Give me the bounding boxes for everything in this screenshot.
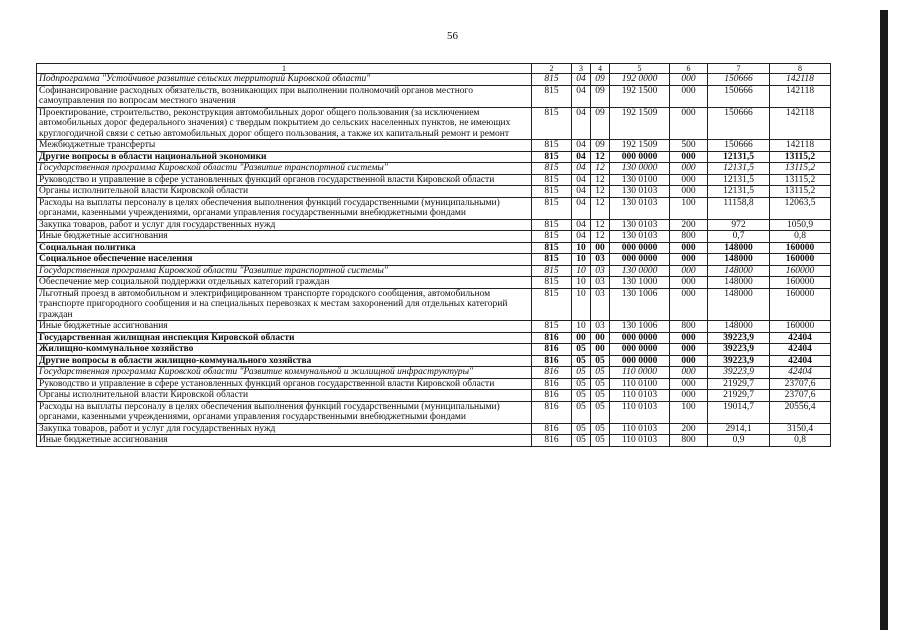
expense-type-cell: 000 [670, 107, 708, 140]
section-code-cell: 10 [572, 288, 591, 321]
amount-year1-cell: 150666 [708, 74, 770, 86]
admin-code-cell: 816 [532, 435, 572, 447]
target-code-cell: 000 0000 [610, 254, 670, 266]
row-name-cell: Софинансирование расходных обязательств, возникающих при выполнении полномочий органов местного самоуправления по вопросам местного значения [37, 85, 532, 107]
table-body [37, 74, 831, 447]
expense-type-cell: 100 [670, 401, 708, 423]
admin-code-cell: 816 [532, 367, 572, 379]
row-name-cell: Руководство и управление в сфере установленных функций органов государственной власти Кировской области [37, 378, 532, 390]
table-row [37, 231, 831, 243]
row-name-cell: Расходы на выплаты персоналу в целях обеспечения выполнения функций государственными (муниципальными) органами, казенными учреждениями, органами управления государственными внебюджетными фондами [37, 197, 532, 219]
amount-year2-cell: 23707,6 [770, 390, 831, 402]
section-code-cell: 04 [572, 163, 591, 175]
amount-year1-cell: 2914,1 [708, 423, 770, 435]
header-col-4: 4 [591, 64, 610, 74]
admin-code-cell: 815 [532, 186, 572, 198]
subsection-code-cell: 05 [591, 435, 610, 447]
expense-type-cell: 000 [670, 378, 708, 390]
expense-type-cell: 000 [670, 74, 708, 86]
amount-year2-cell: 20556,4 [770, 401, 831, 423]
admin-code-cell: 815 [532, 151, 572, 163]
amount-year2-cell: 0,8 [770, 231, 831, 243]
amount-year1-cell: 150666 [708, 140, 770, 152]
section-code-cell: 05 [572, 378, 591, 390]
table-row [37, 332, 831, 344]
row-name-cell: Закупка товаров, работ и услуг для государственных нужд [37, 219, 532, 231]
target-code-cell: 110 0103 [610, 401, 670, 423]
amount-year1-cell: 21929,7 [708, 378, 770, 390]
scan-edge-bar [880, 10, 888, 630]
section-code-cell: 04 [572, 140, 591, 152]
row-name-cell: Проектирование, строительство, реконструкция автомобильных дорог общего пользования (за исключением автомобильных дорог федерального значения) с твердым покрытием до сельских населенных пунктов, не имеющих круглогодичной связи с сетью автомобильных дорог общего пользования, а также их капитальный ремонт и ремонт [37, 107, 532, 140]
expense-type-cell: 000 [670, 85, 708, 107]
amount-year1-cell: 150666 [708, 85, 770, 107]
target-code-cell: 130 0000 [610, 265, 670, 277]
section-code-cell: 05 [572, 390, 591, 402]
target-code-cell: 130 1000 [610, 277, 670, 289]
expense-type-cell: 800 [670, 435, 708, 447]
amount-year1-cell: 19014,7 [708, 401, 770, 423]
expense-type-cell: 500 [670, 140, 708, 152]
row-name-cell: Обеспечение мер социальной поддержки отдельных категорий граждан [37, 277, 532, 289]
section-code-cell: 04 [572, 197, 591, 219]
admin-code-cell: 816 [532, 390, 572, 402]
amount-year2-cell: 0,8 [770, 435, 831, 447]
row-name-cell: Жилищно-коммунальное хозяйство [37, 344, 532, 356]
table-row [37, 435, 831, 447]
admin-code-cell: 816 [532, 401, 572, 423]
subsection-code-cell: 12 [591, 163, 610, 175]
expense-type-cell: 000 [670, 344, 708, 356]
expense-type-cell: 000 [670, 254, 708, 266]
section-code-cell: 10 [572, 254, 591, 266]
expense-type-cell: 000 [670, 163, 708, 175]
table-row [37, 197, 831, 219]
amount-year2-cell: 13115,2 [770, 174, 831, 186]
target-code-cell: 000 0000 [610, 355, 670, 367]
row-name-cell: Межбюджетные трансферты [37, 140, 532, 152]
row-name-cell: Государственная программа Кировской области "Развитие транспортной системы" [37, 265, 532, 277]
target-code-cell: 192 1509 [610, 140, 670, 152]
amount-year1-cell: 0,9 [708, 435, 770, 447]
subsection-code-cell: 05 [591, 390, 610, 402]
amount-year1-cell: 12131,5 [708, 151, 770, 163]
header-col-3: 3 [572, 64, 591, 74]
table-row [37, 174, 831, 186]
expense-type-cell: 200 [670, 219, 708, 231]
subsection-code-cell: 05 [591, 378, 610, 390]
target-code-cell: 000 0000 [610, 242, 670, 254]
table-row [37, 163, 831, 175]
target-code-cell: 130 0000 [610, 163, 670, 175]
page-number: 56 [447, 30, 458, 42]
table-row [37, 254, 831, 266]
amount-year1-cell: 21929,7 [708, 390, 770, 402]
amount-year1-cell: 148000 [708, 265, 770, 277]
row-name-cell: Иные бюджетные ассигнования [37, 231, 532, 243]
target-code-cell: 110 0103 [610, 390, 670, 402]
admin-code-cell: 816 [532, 355, 572, 367]
target-code-cell: 130 0103 [610, 231, 670, 243]
admin-code-cell: 815 [532, 107, 572, 140]
expense-type-cell: 100 [670, 197, 708, 219]
amount-year2-cell: 142118 [770, 85, 831, 107]
header-col-5: 5 [610, 64, 670, 74]
amount-year1-cell: 0,7 [708, 231, 770, 243]
amount-year1-cell: 150666 [708, 107, 770, 140]
subsection-code-cell: 05 [591, 355, 610, 367]
row-name-cell: Социальная политика [37, 242, 532, 254]
amount-year1-cell: 12131,5 [708, 163, 770, 175]
amount-year2-cell: 13115,2 [770, 151, 831, 163]
subsection-code-cell: 09 [591, 74, 610, 86]
section-code-cell: 10 [572, 277, 591, 289]
section-code-cell: 04 [572, 85, 591, 107]
row-name-cell: Государственная программа Кировской области "Развитие транспортной системы" [37, 163, 532, 175]
table-row [37, 378, 831, 390]
admin-code-cell: 816 [532, 423, 572, 435]
expense-type-cell: 000 [670, 174, 708, 186]
expense-type-cell: 000 [670, 390, 708, 402]
header-col-7: 7 [708, 64, 770, 74]
amount-year2-cell: 160000 [770, 321, 831, 333]
subsection-code-cell: 05 [591, 367, 610, 379]
amount-year2-cell: 160000 [770, 254, 831, 266]
table-row [37, 367, 831, 379]
header-col-8: 8 [770, 64, 831, 74]
row-name-cell: Подпрограмма "Устойчивое развитие сельских территорий Кировской области" [37, 74, 532, 86]
target-code-cell: 192 0000 [610, 74, 670, 86]
subsection-code-cell: 03 [591, 254, 610, 266]
admin-code-cell: 815 [532, 74, 572, 86]
row-name-cell: Социальное обеспечение населения [37, 254, 532, 266]
subsection-code-cell: 03 [591, 265, 610, 277]
admin-code-cell: 816 [532, 332, 572, 344]
subsection-code-cell: 12 [591, 231, 610, 243]
target-code-cell: 130 0100 [610, 174, 670, 186]
section-code-cell: 00 [572, 332, 591, 344]
target-code-cell: 000 0000 [610, 344, 670, 356]
admin-code-cell: 815 [532, 163, 572, 175]
table-row [37, 288, 831, 321]
admin-code-cell: 815 [532, 254, 572, 266]
expense-type-cell: 000 [670, 288, 708, 321]
section-code-cell: 04 [572, 107, 591, 140]
subsection-code-cell: 12 [591, 174, 610, 186]
subsection-code-cell: 12 [591, 197, 610, 219]
amount-year2-cell: 23707,6 [770, 378, 831, 390]
target-code-cell: 130 0103 [610, 197, 670, 219]
target-code-cell: 110 0000 [610, 367, 670, 379]
admin-code-cell: 815 [532, 288, 572, 321]
row-name-cell: Органы исполнительной власти Кировской области [37, 186, 532, 198]
table-row [37, 344, 831, 356]
subsection-code-cell: 03 [591, 321, 610, 333]
amount-year1-cell: 12131,5 [708, 174, 770, 186]
expense-type-cell: 800 [670, 321, 708, 333]
amount-year2-cell: 42404 [770, 332, 831, 344]
expense-type-cell: 000 [670, 367, 708, 379]
amount-year2-cell: 160000 [770, 288, 831, 321]
expense-type-cell: 000 [670, 332, 708, 344]
amount-year2-cell: 13115,2 [770, 163, 831, 175]
table-row [37, 219, 831, 231]
row-name-cell: Государственная жилищная инспекция Кировской области [37, 332, 532, 344]
target-code-cell: 192 1500 [610, 85, 670, 107]
amount-year2-cell: 3150,4 [770, 423, 831, 435]
target-code-cell: 130 1006 [610, 321, 670, 333]
amount-year1-cell: 148000 [708, 277, 770, 289]
subsection-code-cell: 09 [591, 107, 610, 140]
subsection-code-cell: 03 [591, 277, 610, 289]
section-code-cell: 04 [572, 174, 591, 186]
amount-year1-cell: 148000 [708, 242, 770, 254]
admin-code-cell: 816 [532, 378, 572, 390]
row-name-cell: Иные бюджетные ассигнования [37, 435, 532, 447]
expense-type-cell: 000 [670, 277, 708, 289]
section-code-cell: 05 [572, 435, 591, 447]
expense-type-cell: 000 [670, 151, 708, 163]
subsection-code-cell: 09 [591, 85, 610, 107]
table-row [37, 151, 831, 163]
amount-year1-cell: 39223,9 [708, 332, 770, 344]
header-col-6: 6 [670, 64, 708, 74]
amount-year1-cell: 39223,9 [708, 355, 770, 367]
admin-code-cell: 815 [532, 265, 572, 277]
subsection-code-cell: 00 [591, 242, 610, 254]
amount-year2-cell: 160000 [770, 277, 831, 289]
table-row [37, 355, 831, 367]
expense-type-cell: 800 [670, 231, 708, 243]
admin-code-cell: 815 [532, 321, 572, 333]
section-code-cell: 04 [572, 219, 591, 231]
admin-code-cell: 815 [532, 231, 572, 243]
amount-year2-cell: 42404 [770, 344, 831, 356]
subsection-code-cell: 05 [591, 423, 610, 435]
amount-year2-cell: 1050,9 [770, 219, 831, 231]
section-code-cell: 04 [572, 151, 591, 163]
admin-code-cell: 815 [532, 85, 572, 107]
row-name-cell: Закупка товаров, работ и услуг для государственных нужд [37, 423, 532, 435]
target-code-cell: 110 0103 [610, 435, 670, 447]
target-code-cell: 000 0000 [610, 151, 670, 163]
row-name-cell: Органы исполнительной власти Кировской области [37, 390, 532, 402]
table-row [37, 265, 831, 277]
amount-year1-cell: 148000 [708, 321, 770, 333]
row-name-cell: Руководство и управление в сфере установленных функций органов государственной власти Кировской области [37, 174, 532, 186]
section-code-cell: 05 [572, 423, 591, 435]
admin-code-cell: 815 [532, 140, 572, 152]
row-name-cell: Другие вопросы в области жилищно-коммунального хозяйства [37, 355, 532, 367]
amount-year1-cell: 39223,9 [708, 367, 770, 379]
admin-code-cell: 815 [532, 242, 572, 254]
section-code-cell: 10 [572, 265, 591, 277]
amount-year2-cell: 160000 [770, 265, 831, 277]
amount-year1-cell: 148000 [708, 288, 770, 321]
table-row [37, 277, 831, 289]
target-code-cell: 110 0103 [610, 423, 670, 435]
expense-type-cell: 000 [670, 355, 708, 367]
target-code-cell: 192 1509 [610, 107, 670, 140]
amount-year2-cell: 12063,5 [770, 197, 831, 219]
amount-year2-cell: 160000 [770, 242, 831, 254]
expense-type-cell: 000 [670, 242, 708, 254]
amount-year1-cell: 972 [708, 219, 770, 231]
section-code-cell: 04 [572, 74, 591, 86]
row-name-cell: Государственная программа Кировской области "Развитие коммунальной и жилищной инфраструктуры" [37, 367, 532, 379]
admin-code-cell: 816 [532, 344, 572, 356]
section-code-cell: 10 [572, 321, 591, 333]
expense-type-cell: 200 [670, 423, 708, 435]
table-row [37, 74, 831, 86]
amount-year1-cell: 148000 [708, 254, 770, 266]
section-code-cell: 05 [572, 401, 591, 423]
subsection-code-cell: 09 [591, 140, 610, 152]
section-code-cell: 10 [572, 242, 591, 254]
table-row [37, 390, 831, 402]
subsection-code-cell: 05 [591, 401, 610, 423]
table-row [37, 140, 831, 152]
amount-year2-cell: 142118 [770, 107, 831, 140]
table-row [37, 423, 831, 435]
admin-code-cell: 815 [532, 197, 572, 219]
amount-year2-cell: 13115,2 [770, 186, 831, 198]
target-code-cell: 130 0103 [610, 186, 670, 198]
subsection-code-cell: 00 [591, 332, 610, 344]
target-code-cell: 130 0103 [610, 219, 670, 231]
table-row [37, 242, 831, 254]
target-code-cell: 000 0000 [610, 332, 670, 344]
table-row [37, 186, 831, 198]
target-code-cell: 130 1006 [610, 288, 670, 321]
expense-type-cell: 000 [670, 186, 708, 198]
header-col-1: 1 [37, 64, 532, 74]
table-row [37, 85, 831, 107]
admin-code-cell: 815 [532, 174, 572, 186]
subsection-code-cell: 00 [591, 344, 610, 356]
section-code-cell: 05 [572, 367, 591, 379]
amount-year2-cell: 142118 [770, 140, 831, 152]
row-name-cell: Иные бюджетные ассигнования [37, 321, 532, 333]
subsection-code-cell: 03 [591, 288, 610, 321]
amount-year2-cell: 42404 [770, 367, 831, 379]
table-row [37, 401, 831, 423]
amount-year2-cell: 142118 [770, 74, 831, 86]
section-code-cell: 04 [572, 231, 591, 243]
target-code-cell: 110 0100 [610, 378, 670, 390]
row-name-cell: Другие вопросы в области национальной экономики [37, 151, 532, 163]
admin-code-cell: 815 [532, 277, 572, 289]
table-row [37, 107, 831, 140]
header-col-2: 2 [532, 64, 572, 74]
budget-table [36, 63, 831, 447]
subsection-code-cell: 12 [591, 186, 610, 198]
header-row [37, 64, 831, 74]
row-name-cell: Льготный проезд в автомобильном и электрифицированном транспорте городского сообщения, автомобильном транспорте пригородного сообщения и на специальных перевозках к местам захоронений для отдельных категорий граждан [37, 288, 532, 321]
row-name-cell: Расходы на выплаты персоналу в целях обеспечения выполнения функций государственными (муниципальными) органами, казенными учреждениями, органами управления государственными внебюджетными фондами [37, 401, 532, 423]
amount-year2-cell: 42404 [770, 355, 831, 367]
section-code-cell: 04 [572, 186, 591, 198]
subsection-code-cell: 12 [591, 219, 610, 231]
amount-year1-cell: 11158,8 [708, 197, 770, 219]
admin-code-cell: 815 [532, 219, 572, 231]
table-row [37, 321, 831, 333]
amount-year1-cell: 39223,9 [708, 344, 770, 356]
section-code-cell: 05 [572, 344, 591, 356]
expense-type-cell: 000 [670, 265, 708, 277]
section-code-cell: 05 [572, 355, 591, 367]
subsection-code-cell: 12 [591, 151, 610, 163]
amount-year1-cell: 12131,5 [708, 186, 770, 198]
